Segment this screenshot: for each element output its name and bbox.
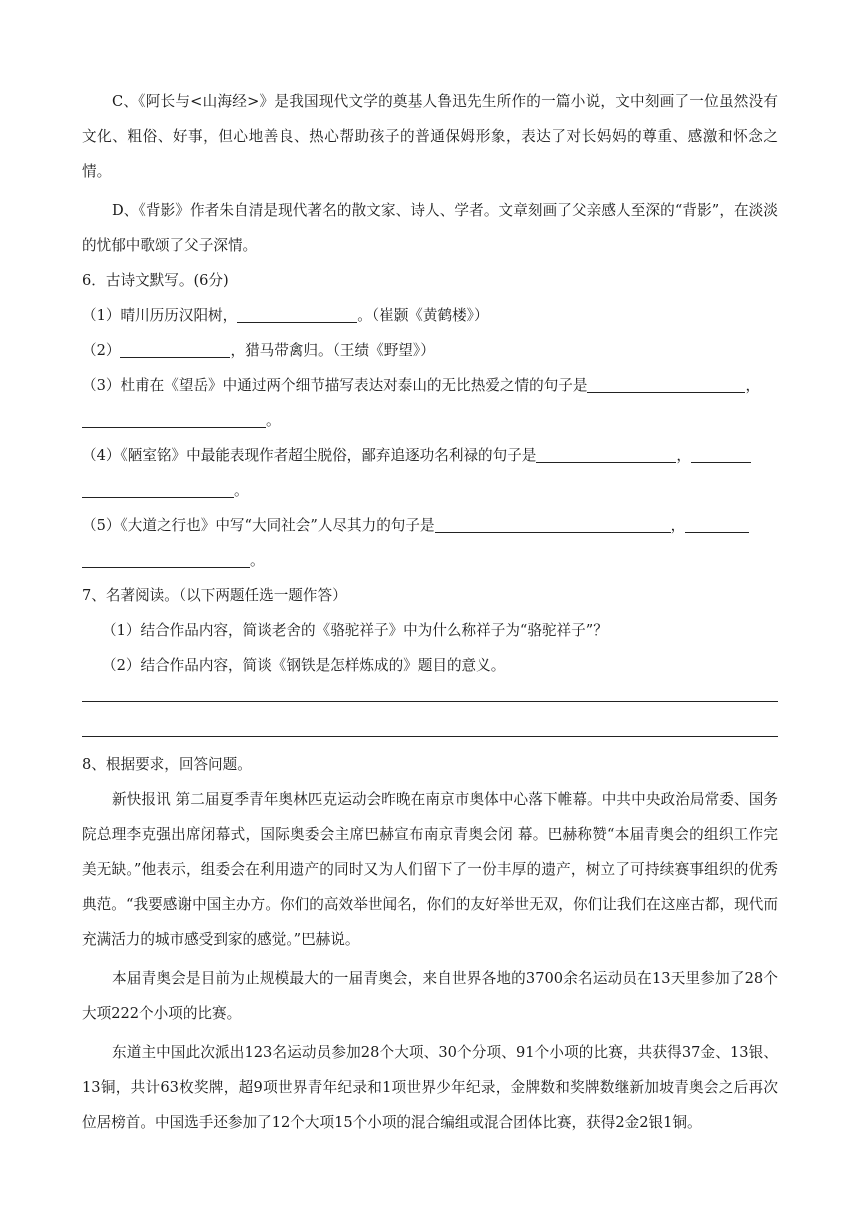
news-paragraph-3: 东道主中国此次派出123名运动员参加28个大项、30个分项、91个小项的比赛，共获得37金、13银、13铜，共计63枚奖牌，超9项世界青年纪录和1项世界少年纪录，金牌数和奖牌数继新加坡青奥会之后再次位居榜首。中国选手还参加了12个大项15个小项的混合编组或混合团体比赛，获得2金2银1铜。 — [82, 1044, 778, 1131]
news-paragraph-2: 本届青奥会是目前为止规模最大的一届青奥会，来自世界各地的3700余名运动员在13天里参加了28个大项222个小项的比赛。 — [82, 970, 778, 1022]
question-8-title: 8、根据要求，回答问题。 — [82, 756, 252, 773]
q6-line-5-end: 。 — [250, 552, 265, 569]
q6-line-3 — [82, 368, 778, 403]
q6-line-1-prefix: （1）晴川历历汉阳树， — [82, 307, 238, 324]
q6-line-5-cont — [82, 543, 778, 578]
q6-line-1 — [82, 298, 778, 333]
answer-blank-5c[interactable] — [82, 551, 250, 568]
answer-blank-3a[interactable] — [587, 376, 745, 393]
question-7-title: 7、名著阅读。（以下两题任选一题作答） — [82, 587, 347, 604]
answer-blank-5a[interactable] — [435, 516, 671, 533]
answer-blank-3b[interactable] — [82, 411, 266, 428]
q6-line-3-cont — [82, 403, 778, 438]
q6-line-5 — [82, 508, 778, 543]
q6-line-1-suffix: 。（崔颢《黄鹤楼》） — [357, 307, 489, 324]
q6-line-5-prefix: （5）《大道之行也》中写“大同社会”人尽其力的句子是 — [82, 517, 435, 534]
q7-option-2: （2）结合作品内容，简谈《钢铁是怎样炼成的》题目的意义。 — [102, 657, 506, 674]
question-6-title: 6．古诗文默写。(6分) — [82, 272, 229, 289]
news-paragraph-1: 新快报讯 第二届夏季青年奥林匹克运动会昨晚在南京市奥体中心落下帷幕。中共中央政治局常委、国务院总理李克强出席闭幕式，国际奥委会主席巴赫宣布南京青奥会闭 幕。巴赫称赞“本届青奥会的组织工作完美无缺。”他表示，组委会在利用遗产的同时又为人们留下了一份丰厚的遗产，树立了可持续赛事组织的优秀典范。“我要感谢中国主办方。你们的高效举世闻名，你们的友好举世无双，你们让我们在这座古都，现代而充满活力的城市感受到家的感觉。”巴赫说。 — [82, 791, 778, 948]
q6-line-3-prefix: （3）杜甫在《望岳》中通过两个细节描写表达对泰山的无比热爱之情的句子是 — [82, 377, 588, 394]
q6-line-4-cont — [82, 473, 778, 508]
q6-line-3-comma: ， — [745, 377, 761, 394]
q6-line-4-comma: ， — [676, 447, 692, 464]
answer-blank-4c[interactable] — [82, 481, 234, 498]
q6-line-4 — [82, 438, 778, 473]
q6-line-2-prefix: （2） — [82, 342, 121, 359]
answer-blank-4a[interactable] — [536, 446, 676, 463]
exam-page — [82, 84, 778, 1140]
q7-option-1: （1）结合作品内容，简谈老舍的《骆驼祥子》中为什么称祥子为“骆驼祥子”？ — [102, 622, 608, 639]
q6-line-3-end: 。 — [266, 412, 281, 429]
q6-line-4-prefix: （4）《陋室铭》中最能表现作者超尘脱俗，鄙弃追逐功名利禄的句子是 — [82, 447, 537, 464]
q6-line-2-suffix: ，猎马带禽归。（王绩《野望》） — [230, 342, 435, 359]
option-d: D、《背影》作者朱自清是现代著名的散文家、诗人、学者。文章刻画了父亲感人至深的“背影”，在淡淡的忧郁中歌颂了父子深情。 — [82, 202, 778, 254]
answer-blank-4b[interactable] — [691, 446, 751, 463]
answer-blank-1[interactable] — [237, 306, 357, 323]
answer-blank-2[interactable] — [120, 341, 230, 358]
q6-line-5-comma: ， — [670, 517, 686, 534]
q6-line-4-end: 。 — [234, 482, 249, 499]
q6-line-2 — [82, 333, 778, 368]
answer-blank-5b[interactable] — [685, 516, 749, 533]
option-c: C、《阿长与<山海经>》是我国现代文学的奠基人鲁迅先生所作的一篇小说，文中刻画了一位虽然没有文化、粗俗、好事，但心地善良、热心帮助孩子的普通保姆形象，表达了对长妈妈的尊重、感激和怀念之情。 — [82, 93, 778, 180]
